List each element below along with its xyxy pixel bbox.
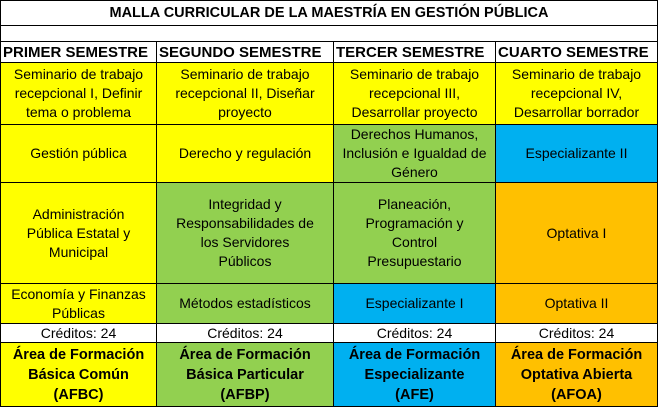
area-cell-afbp — [157, 343, 334, 407]
course-cell — [496, 183, 658, 284]
course-cell — [496, 63, 658, 125]
area-line: Especializante — [364, 366, 465, 383]
course-name: Seminario de trabajo recepcional IV, Desarrollar borrador — [511, 66, 642, 120]
course-name: Planeación, Programación y Control Presupuestario — [365, 196, 464, 269]
area-label — [511, 345, 642, 405]
credits-cell: Créditos: 24 — [157, 324, 334, 343]
course-cell — [334, 284, 496, 324]
course-cell — [157, 63, 334, 125]
area-cell-afbc — [0, 343, 157, 407]
course-name: Métodos estadísticos — [179, 295, 311, 311]
header-label: PRIMER SEMESTRE — [3, 43, 149, 61]
course-name: Seminario de trabajo recepcional I, Definir tema o problema — [13, 66, 144, 120]
course-name: Seminario de trabajo recepcional II, Diseñar proyecto — [175, 66, 315, 120]
header-semester-3 — [334, 42, 496, 63]
area-code: (AFBC) — [53, 386, 104, 403]
course-name: Derecho y regulación — [178, 145, 312, 161]
header-label: SEGUNDO SEMESTRE — [159, 43, 322, 61]
header-semester-4 — [496, 42, 658, 63]
course-name: Economía y Finanzas Públicas — [11, 285, 146, 321]
course-cell — [0, 284, 157, 324]
course-cell — [157, 183, 334, 284]
course-cell — [334, 63, 496, 125]
course-name: Optativa II — [544, 295, 609, 311]
credits-cell: Créditos: 24 — [496, 324, 658, 343]
course-cell — [334, 125, 496, 183]
area-code: (AFOA) — [551, 386, 602, 403]
course-cell — [334, 183, 496, 284]
credits-cell: Créditos: 24 — [0, 324, 157, 343]
area-cell-afe — [334, 343, 496, 407]
area-line: Área de Formación — [348, 346, 481, 363]
course-cell — [0, 125, 157, 183]
course-name: Administración Pública Estatal y Municipal — [26, 205, 131, 260]
course-cell — [157, 284, 334, 324]
credits-cell: Créditos: 24 — [334, 324, 496, 343]
course-cell — [0, 63, 157, 125]
header-label: TERCER SEMESTRE — [336, 43, 485, 61]
course-name: Seminario de trabajo recepcional III, Desarrollar proyecto — [349, 66, 480, 120]
course-name: Especializante II — [525, 145, 628, 161]
course-name: Derechos Humanos, Inclusión e Igualdad de Género — [342, 126, 487, 180]
course-name: Integridad y Responsabilidades de los Servidores Públicos — [176, 196, 314, 269]
area-label — [179, 345, 310, 405]
area-line: Área de Formación — [510, 346, 643, 363]
blank-row — [0, 26, 658, 42]
header-label: CUARTO SEMESTRE — [498, 43, 649, 61]
header-semester-2 — [157, 42, 334, 63]
course-cell — [0, 183, 157, 284]
header-semester-1 — [0, 42, 157, 63]
course-name: Optativa I — [546, 224, 607, 241]
area-label — [13, 345, 144, 405]
area-line: Básica Común — [28, 366, 129, 383]
course-cell — [496, 125, 658, 183]
area-cell-afoa — [496, 343, 658, 407]
course-cell — [157, 125, 334, 183]
course-name: Especializante I — [365, 295, 464, 311]
course-cell — [496, 284, 658, 324]
area-line: Optativa Abierta — [520, 366, 633, 383]
area-line: Básica Particular — [186, 366, 304, 383]
area-line: Área de Formación — [179, 346, 311, 363]
area-code: (AFBP) — [220, 386, 270, 403]
area-code: (AFE) — [395, 386, 434, 403]
table-title: MALLA CURRICULAR DE LA MAESTRÍA EN GESTIÓN PÚBLICA — [0, 0, 658, 26]
area-label — [349, 345, 480, 405]
course-name: Gestión pública — [30, 145, 127, 161]
area-line: Área de Formación — [12, 346, 145, 363]
